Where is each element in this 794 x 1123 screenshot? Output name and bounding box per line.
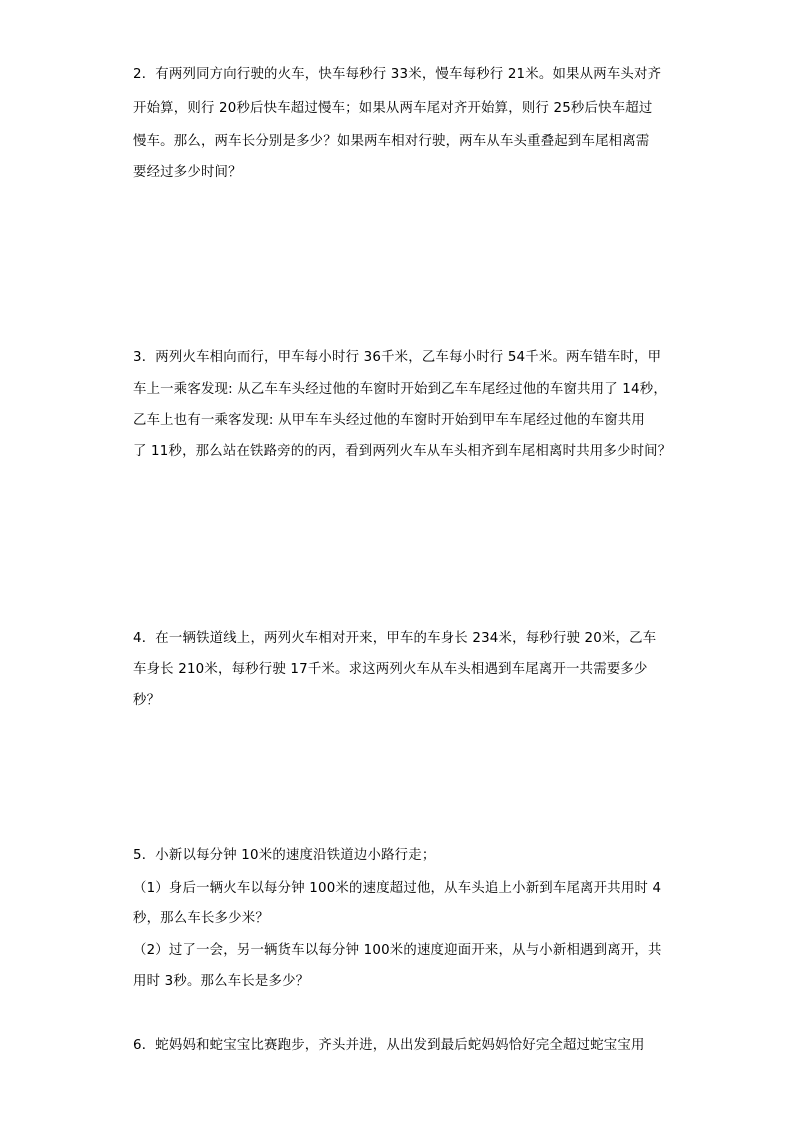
- question-5-line-4: （2）过了一会，另一辆货车以每分钟 100米的速度迎面开来，从与小新相遇到离开，共: [133, 943, 662, 958]
- question-3-line-1: 3．两列火车相向而行，甲车每小时行 36千米，乙车每小时行 54千米。两车错车时，甲: [133, 350, 662, 365]
- question-3-line-3: 乙车上也有一乘客发现: 从甲车车头经过他的车窗时开始到甲车车尾经过他的车窗共用: [133, 413, 646, 428]
- question-4-line-1: 4．在一辆铁道线上，两列火车相对开来，甲车的车身长 234米，每秒行驶 20米，乙车: [133, 631, 657, 646]
- question-3-line-2: 车上一乘客发现: 从乙车车头经过他的车窗时开始到乙车车尾经过他的车窗共用了 14秒，: [133, 382, 667, 397]
- question-2-line-4: 要经过多少时间？: [133, 165, 242, 180]
- question-2-line-1: 2．有两列同方向行驶的火车，快车每秒行 33米，慢车每秒行 21米。如果从两车头对齐: [133, 67, 662, 82]
- question-5-line-1: 5．小新以每分钟 10米的速度沿铁道边小路行走；: [133, 848, 436, 863]
- question-4-line-3: 秒？: [133, 693, 161, 708]
- question-2-line-2: 开始算，则行 20秒后快车超过慢车；如果从两车尾对齐开始算，则行 25秒后快车超过: [133, 101, 653, 116]
- question-2-line-3: 慢车。那么，两车长分别是多少？如果两车相对行驶，两车从车头重叠起到车尾相离需: [133, 134, 650, 149]
- question-6-line-1: 6．蛇妈妈和蛇宝宝比赛跑步，齐头并进，从出发到最后蛇妈妈恰好完全超过蛇宝宝用: [133, 1038, 645, 1053]
- question-5-line-2: （1）身后一辆火车以每分钟 100米的速度超过他，从车头追上小新到车尾离开共用时 4: [133, 881, 662, 896]
- question-5-line-3: 秒，那么车长多少米？: [133, 911, 269, 926]
- question-5-line-5: 用时 3秒。那么车长是多少？: [133, 974, 310, 989]
- question-4-line-2: 车身长 210米，每秒行驶 17千米。求这两列火车从车头相遇到车尾离开一共需要多少: [133, 662, 648, 677]
- question-3-line-4: 了 11秒，那么站在铁路旁的的丙，看到两列火车从车头相齐到车尾相离时共用多少时间？: [133, 444, 672, 459]
